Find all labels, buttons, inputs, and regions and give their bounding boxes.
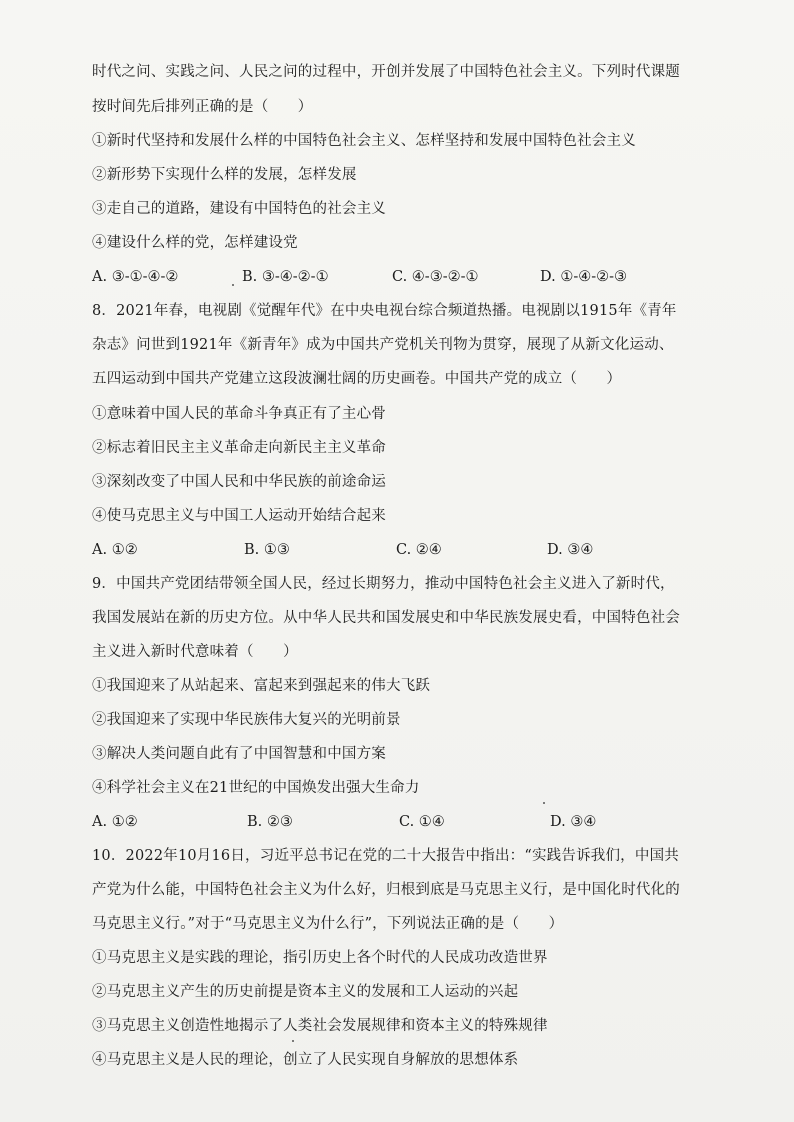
scan-speck (232, 284, 234, 286)
q8-option-b: B. ①③ (244, 542, 290, 558)
q8-item-3: ③深刻改变了中国人民和中华民族的前途命运 (92, 474, 386, 490)
q8-option-a: A. ①② (92, 542, 138, 558)
q7-stem-line-1: 时代之问、实践之问、人民之问的过程中，开创并发展了中国特色社会主义。下列时代课题 (92, 64, 680, 80)
q7-item-4: ④建设什么样的党，怎样建设党 (92, 235, 298, 251)
q7-item-2: ②新形势下实现什么样的发展，怎样发展 (92, 167, 357, 183)
q7-option-a: A. ③-①-④-② (92, 269, 179, 285)
q9-stem-line-1: 9．中国共产党团结带领全国人民，经过长期努力，推动中国特色社会主义进入了新时代， (92, 576, 675, 592)
q8-stem-line-3: 五四运动到中国共产党建立这段波澜壮阔的历史画卷。中国共产党的成立（ ） (92, 371, 622, 387)
q7-option-d: D. ①-④-②-③ (540, 269, 628, 285)
q9-stem-line-2: 我国发展站在新的历史方位。从中华人民共和国发展史和中华民族发展史看，中国特色社会 (92, 610, 680, 626)
q9-item-3: ③解决人类问题自此有了中国智慧和中国方案 (92, 746, 386, 762)
q9-option-b: B. ②③ (247, 814, 293, 830)
q10-item-1: ①马克思主义是实践的理论，指引历史上各个时代的人民成功改造世界 (92, 950, 548, 966)
q9-option-c: C. ①④ (399, 814, 445, 830)
q8-item-2: ②标志着旧民主主义革命走向新民主主义革命 (92, 440, 386, 456)
q8-stem-line-1: 8．2021年春，电视剧《觉醒年代》在中央电视台综合频道热播。电视剧以1915年《青年 (92, 303, 677, 319)
q7-stem-line-2: 按时间先后排列正确的是（ ） (92, 99, 313, 115)
q8-item-4: ④使马克思主义与中国工人运动开始结合起来 (92, 508, 386, 524)
q10-item-3: ③马克思主义创造性地揭示了人类社会发展规律和资本主义的特殊规律 (92, 1018, 548, 1034)
q7-option-c: C. ④-③-②-① (392, 269, 479, 285)
scan-speck (292, 1040, 294, 1042)
q9-item-4: ④科学社会主义在21世纪的中国焕发出强大生命力 (92, 780, 420, 796)
q10-stem-line-3: 马克思主义行。”对于“马克思主义为什么行”，下列说法正确的是（ ） (92, 916, 564, 932)
q8-option-d: D. ③④ (547, 542, 594, 558)
q8-item-1: ①意味着中国人民的革命斗争真正有了主心骨 (92, 406, 386, 422)
q9-option-a: A. ①② (92, 814, 138, 830)
scan-speck (543, 802, 545, 804)
q10-stem-line-1: 10．2022年10月16日，习近平总书记在党的二十大报告中指出：“实践告诉我们，中国共 (92, 848, 679, 864)
q8-option-c: C. ②④ (396, 542, 442, 558)
q9-option-d: D. ③④ (550, 814, 597, 830)
q7-item-1: ①新时代坚持和发展什么样的中国特色社会主义、怎样坚持和发展中国特色社会主义 (92, 133, 636, 149)
q9-item-1: ①我国迎来了从站起来、富起来到强起来的伟大飞跃 (92, 678, 431, 694)
q9-item-2: ②我国迎来了实现中华民族伟大复兴的光明前景 (92, 712, 401, 728)
q10-item-2: ②马克思主义产生的历史前提是资本主义的发展和工人运动的兴起 (92, 984, 519, 1000)
q10-stem-line-2: 产党为什么能，中国特色社会主义为什么好，归根到底是马克思主义行，是中国化时代化的 (92, 882, 680, 898)
q8-stem-line-2: 杂志》问世到1921年《新青年》成为中国共产党机关刊物为贯穿，展现了从新文化运动、 (92, 337, 674, 353)
q7-option-b: B. ③-④-②-① (242, 269, 329, 285)
q10-item-4: ④马克思主义是人民的理论，创立了人民实现自身解放的思想体系 (92, 1052, 519, 1068)
q9-stem-line-3: 主义进入新时代意味着（ ） (92, 644, 298, 660)
q7-item-3: ③走自己的道路，建设有中国特色的社会主义 (92, 201, 386, 217)
